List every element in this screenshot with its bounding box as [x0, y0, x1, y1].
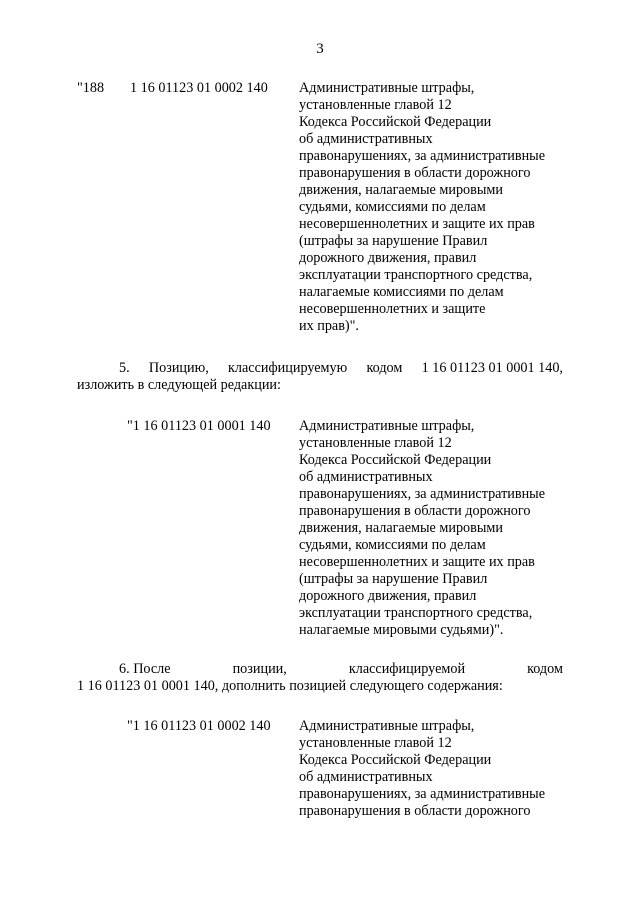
entry-1-line: налагаемые комиссиями по делам: [299, 284, 504, 300]
entry-1-line: дорожного движения, правил: [299, 250, 477, 266]
word: кодом: [527, 661, 563, 677]
entry-1-description: [299, 80, 589, 335]
paragraph-5-line-2: изложить в следующей редакции:: [77, 377, 281, 393]
entry-3-line: Административные штрафы,: [299, 718, 475, 734]
entry-1-line: движения, налагаемые мировыми: [299, 182, 503, 198]
entry-1-line: эксплуатации транспортного средства,: [299, 267, 533, 283]
entry-1-line: несовершеннолетних и защите: [299, 301, 486, 317]
entry-2-line: налагаемые мировыми судьями)".: [299, 622, 504, 638]
entry-1-prefix: "188: [77, 80, 105, 96]
entry-3-line: об административных: [299, 769, 433, 785]
entry-1-line: их прав)".: [299, 318, 359, 334]
paragraph-6-line-2: 1 16 01123 01 0001 140, дополнить позицией следующего содержания:: [77, 678, 503, 694]
entry-2-line: эксплуатации транспортного средства,: [299, 605, 533, 621]
word: позиции,: [232, 661, 287, 677]
entry-1-line: несовершеннолетних и защите их прав: [299, 216, 535, 232]
paragraph-5-line-1: [77, 360, 563, 377]
entry-3-line: установленные главой 12: [299, 735, 452, 751]
entry-1-line: об административных: [299, 131, 433, 147]
entry-3-line: правонарушениях, за административные: [299, 786, 546, 802]
entry-1-line: (штрафы за нарушение Правил: [299, 233, 488, 249]
entry-3-line: Кодекса Российской Федерации: [299, 752, 492, 768]
word: 1 16 01123 01 0001 140,: [421, 360, 563, 376]
entry-2-line: Административные штрафы,: [299, 418, 475, 434]
entry-2-description: [299, 418, 589, 639]
word: классифицируемой: [348, 661, 466, 677]
entry-2-line: движения, налагаемые мировыми: [299, 520, 503, 536]
entry-1-line: правонарушениях, за административные: [299, 148, 546, 164]
entry-2-line: об административных: [299, 469, 433, 485]
entry-2-line: (штрафы за нарушение Правил: [299, 571, 488, 587]
entry-2-line: несовершеннолетних и защите их прав: [299, 554, 535, 570]
entry-1-code: 1 16 01123 01 0002 140: [130, 80, 268, 96]
entry-1-line: судьями, комиссиями по делам: [299, 199, 486, 215]
entry-2-code: "1 16 01123 01 0001 140: [127, 418, 271, 434]
paragraph-5: [77, 360, 563, 394]
word: 6. После: [119, 661, 171, 677]
entry-3-line: правонарушения в области дорожного: [299, 803, 531, 819]
word: Позицию,: [148, 360, 209, 376]
paragraph-6: [77, 661, 563, 695]
entry-2-line: Кодекса Российской Федерации: [299, 452, 492, 468]
entry-2-line: установленные главой 12: [299, 435, 452, 451]
entry-2-line: правонарушения в области дорожного: [299, 503, 531, 519]
entry-1-line: Административные штрафы,: [299, 80, 475, 96]
entry-1-line: правонарушения в области дорожного: [299, 165, 531, 181]
page-number: 3: [316, 41, 324, 57]
entry-1-line: Кодекса Российской Федерации: [299, 114, 492, 130]
entry-2-line: дорожного движения, правил: [299, 588, 477, 604]
entry-2-line: правонарушениях, за административные: [299, 486, 546, 502]
entry-1-line: установленные главой 12: [299, 97, 452, 113]
entry-3-code: "1 16 01123 01 0002 140: [127, 718, 271, 734]
entry-3-description: [299, 718, 589, 820]
entry-2-line: судьями, комиссиями по делам: [299, 537, 486, 553]
word: 5.: [119, 360, 130, 376]
word: кодом: [366, 360, 403, 376]
word: классифицируемую: [228, 360, 348, 376]
paragraph-6-line-1: [77, 661, 563, 678]
